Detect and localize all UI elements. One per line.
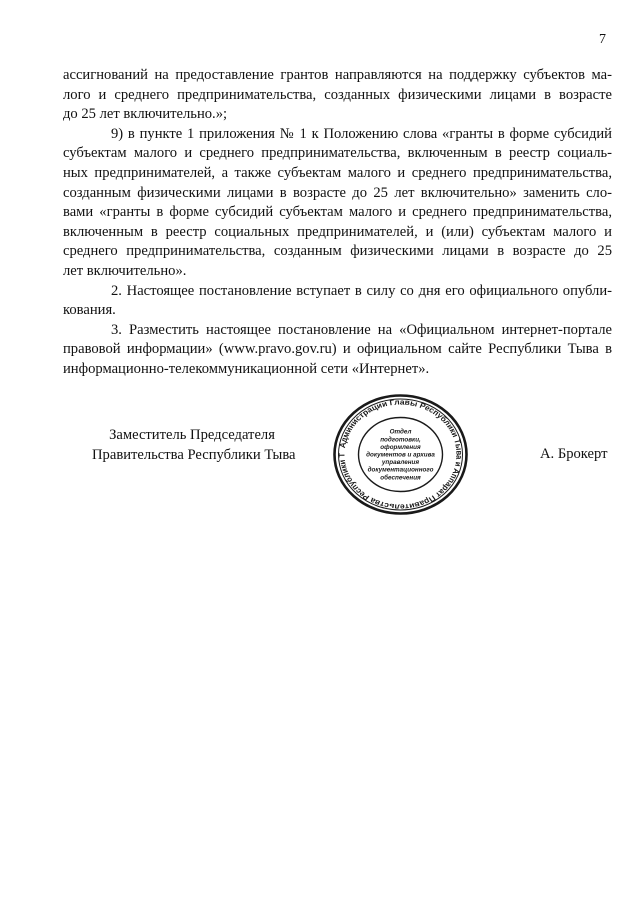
- text-line: вами «гранты в форме субсидий субъектам малого и среднего предпринимательства,: [63, 204, 612, 221]
- seal-outer-text: Администрации Главы Республики Тыва и Аппарат Правительства Республики Т: [337, 397, 464, 512]
- text-line: правовой информации» (www.pravo.gov.ru) и официальном сайте Республики Тыва в: [63, 341, 612, 358]
- text-line: информационно-телекоммуникационной сети «Интернет».: [63, 360, 430, 377]
- seal-inner-text: управления: [381, 459, 420, 467]
- official-seal: [328, 392, 473, 517]
- seal-inner-text: подготовки,: [380, 436, 421, 444]
- seal-inner-text: документационного: [367, 466, 434, 474]
- signatory-name: А. Брокерт: [540, 446, 608, 462]
- text-line: до 25 лет включительно.»;: [63, 106, 228, 123]
- seal-inner-text: документов и архива: [366, 451, 435, 459]
- text-line: созданным физическими лицами в возрасте до 25 лет включительно» заменить сло-: [63, 184, 612, 201]
- text-line: кования.: [63, 302, 116, 319]
- paragraph: [63, 321, 612, 380]
- text-line: ных предпринимателей, а также субъектам малого и среднего предпринимательства,: [63, 164, 612, 181]
- text-line: среднего предпринимательства, созданным физическими лицами в возрасте до 25: [63, 243, 612, 260]
- text-line: лого и среднего предпринимательства, созданных физическими лицами в возрасте: [63, 86, 612, 103]
- seal-inner-text: оформления: [380, 443, 421, 451]
- document-body: [63, 66, 612, 380]
- text-line: лет включительно».: [63, 262, 187, 279]
- paragraph: [63, 282, 612, 321]
- signatory-position: [92, 426, 296, 465]
- text-line: ассигнований на предоставление грантов направляются на поддержку субъектов ма-: [63, 67, 612, 83]
- paragraph: [63, 66, 612, 125]
- text-line: включенным в реестр социальных предпринимателей, и (или) субъектам малого и: [63, 223, 612, 240]
- signatory-position-line: Правительства Республики Тыва: [92, 446, 296, 463]
- seal-inner-text: обеспечения: [380, 474, 421, 482]
- seal-inner-text: Отдел: [389, 428, 412, 436]
- text-line: 9) в пункте 1 приложения № 1 к Положению слова «гранты в форме субсидий: [111, 125, 612, 142]
- text-line: 3. Разместить настоящее постановление на «Официальном интернет-портале: [111, 321, 612, 338]
- text-line: субъектам малого и среднего предпринимательства, включенным в реестр социаль-: [63, 145, 612, 162]
- paragraph: [63, 125, 612, 282]
- text-line: 2. Настоящее постановление вступает в силу со дня его официального опубли-: [111, 282, 612, 299]
- signatory-position-line: Заместитель Председателя: [109, 427, 275, 443]
- page-number: 7: [599, 32, 606, 47]
